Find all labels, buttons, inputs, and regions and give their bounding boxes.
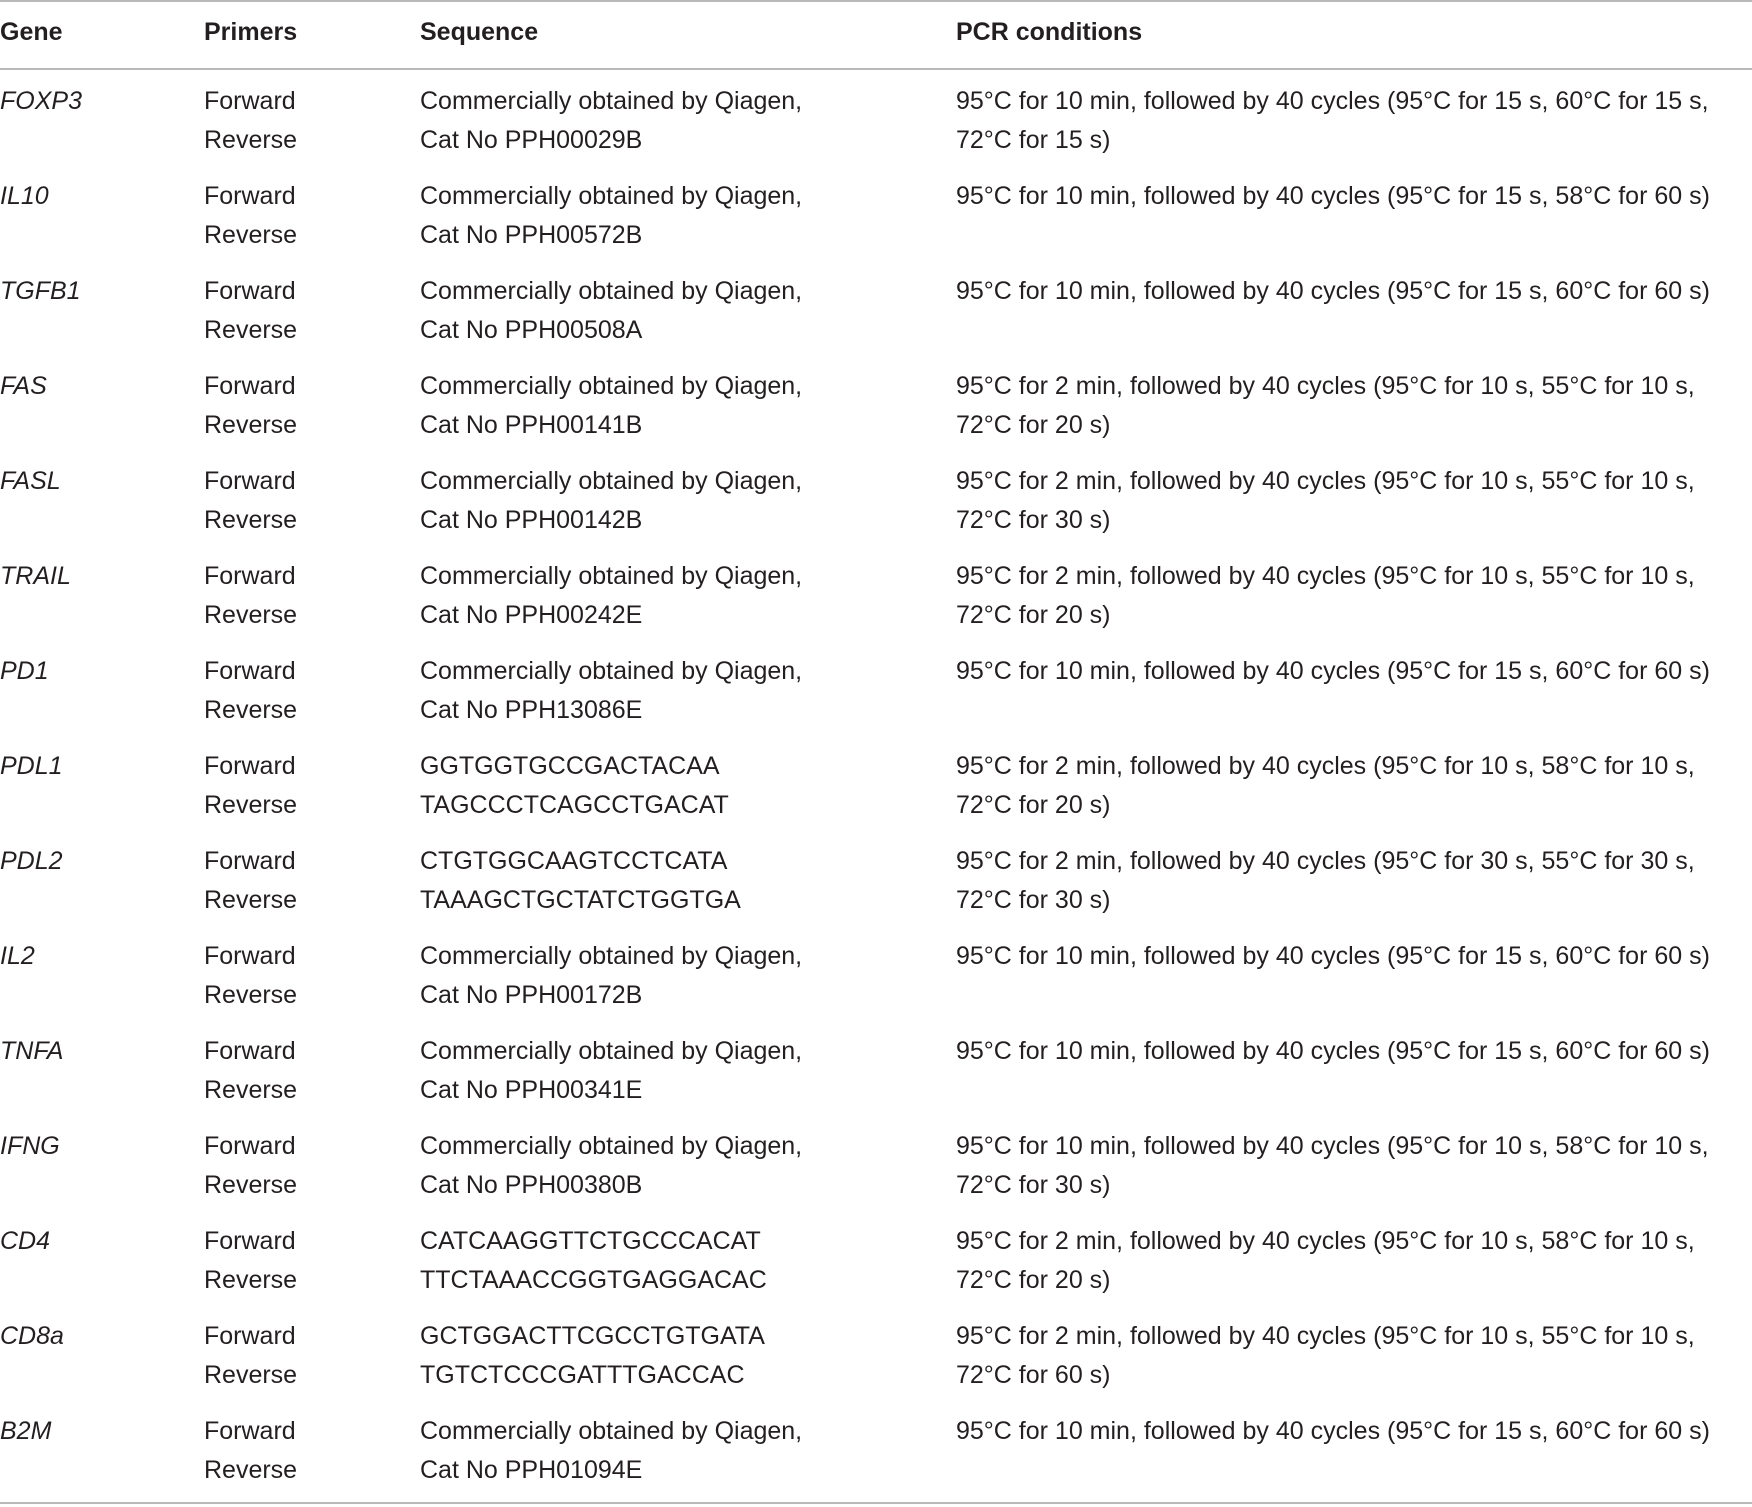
sequence-cell-line: Commercially obtained by Qiagen, — [420, 277, 803, 305]
primers-cell-line: Forward — [204, 1037, 296, 1065]
header-primers: Primers — [204, 18, 298, 46]
pcr-conditions-cell — [956, 272, 1710, 311]
sequence-cell-line: Commercially obtained by Qiagen, — [420, 942, 803, 970]
primers-cell-line: Reverse — [204, 506, 298, 534]
gene-cell: IFNG — [0, 1132, 60, 1160]
primers-cell — [204, 82, 297, 160]
primers-cell-line: Forward — [204, 562, 296, 590]
pcr-conditions-cell — [956, 82, 1709, 160]
sequence-cell-line: Cat No PPH00341E — [420, 1076, 643, 1104]
table-row — [0, 272, 1752, 367]
table-row — [0, 82, 1752, 177]
sequence-cell — [420, 937, 802, 1015]
sequence-cell-line: Commercially obtained by Qiagen, — [420, 1132, 803, 1160]
pcr-conditions-cell — [956, 747, 1695, 825]
pcr-conditions-cell — [956, 177, 1710, 216]
header-sequence: Sequence — [420, 18, 539, 46]
sequence-cell-line: TAGCCCTCAGCCTGACAT — [420, 791, 729, 819]
table-row — [0, 1032, 1752, 1127]
gene-cell: FAS — [0, 372, 47, 400]
sequence-cell-line: CATCAAGGTTCTGCCCACAT — [420, 1227, 761, 1255]
pcr-conditions-cell-line: 72°C for 15 s) — [956, 126, 1111, 154]
sequence-cell-line: Commercially obtained by Qiagen, — [420, 87, 803, 115]
primers-cell-line: Reverse — [204, 696, 298, 724]
table-header-row — [0, 0, 1752, 68]
pcr-conditions-cell-line: 72°C for 20 s) — [956, 411, 1111, 439]
primers-cell — [204, 177, 297, 255]
sequence-cell-line: Cat No PPH00141B — [420, 411, 643, 439]
table-row — [0, 652, 1752, 747]
primers-cell — [204, 747, 297, 825]
sequence-cell-line: Commercially obtained by Qiagen, — [420, 372, 803, 400]
sequence-cell-line: TTCTAAACCGGTGAGGACAC — [420, 1266, 767, 1294]
primers-cell-line: Forward — [204, 372, 296, 400]
pcr-conditions-cell — [956, 367, 1695, 445]
primers-cell — [204, 842, 297, 920]
sequence-cell — [420, 842, 741, 920]
pcr-conditions-cell — [956, 652, 1710, 691]
primers-cell — [204, 462, 297, 540]
sequence-cell — [420, 462, 802, 540]
table-row — [0, 1222, 1752, 1317]
pcr-conditions-cell-line: 95°C for 10 min, followed by 40 cycles (95°C for 15 s, 60°C for 60 s) — [956, 1037, 1710, 1065]
primers-cell-line: Forward — [204, 1227, 296, 1255]
table-header-rule — [0, 68, 1752, 70]
pcr-conditions-cell-line: 95°C for 10 min, followed by 40 cycles (95°C for 15 s, 58°C for 60 s) — [956, 182, 1710, 210]
primers-cell-line: Reverse — [204, 1361, 298, 1389]
pcr-conditions-cell — [956, 1317, 1695, 1395]
pcr-conditions-cell-line: 72°C for 30 s) — [956, 1171, 1111, 1199]
primers-cell-line: Forward — [204, 87, 296, 115]
gene-cell: B2M — [0, 1417, 52, 1445]
primers-cell-line: Reverse — [204, 316, 298, 344]
pcr-conditions-cell — [956, 937, 1710, 976]
sequence-cell — [420, 557, 802, 635]
pcr-conditions-cell — [956, 1127, 1709, 1205]
table-row — [0, 747, 1752, 842]
table-row — [0, 937, 1752, 1032]
pcr-conditions-cell-line: 72°C for 30 s) — [956, 886, 1111, 914]
sequence-cell-line: CTGTGGCAAGTCCTCATA — [420, 847, 728, 875]
sequence-cell-line: GCTGGACTTCGCCTGTGATA — [420, 1322, 765, 1350]
primers-cell-line: Forward — [204, 942, 296, 970]
pcr-conditions-cell — [956, 842, 1695, 920]
sequence-cell-line: Cat No PPH00508A — [420, 316, 643, 344]
pcr-conditions-cell-line: 72°C for 20 s) — [956, 791, 1111, 819]
sequence-cell — [420, 1222, 767, 1300]
primers-cell-line: Reverse — [204, 126, 298, 154]
table-row — [0, 462, 1752, 557]
primers-cell-line: Forward — [204, 847, 296, 875]
table-row — [0, 177, 1752, 272]
primers-cell — [204, 367, 297, 445]
gene-cell: IL2 — [0, 942, 35, 970]
pcr-conditions-cell-line: 95°C for 2 min, followed by 40 cycles (95°C for 10 s, 58°C for 10 s, — [956, 1227, 1695, 1255]
sequence-cell-line: Cat No PPH01094E — [420, 1456, 643, 1484]
primers-cell-line: Forward — [204, 277, 296, 305]
sequence-cell-line: GGTGGTGCCGACTACAA — [420, 752, 720, 780]
sequence-cell — [420, 1127, 802, 1205]
pcr-conditions-cell-line: 95°C for 10 min, followed by 40 cycles (95°C for 10 s, 58°C for 10 s, — [956, 1132, 1709, 1160]
sequence-cell-line: Commercially obtained by Qiagen, — [420, 467, 803, 495]
sequence-cell — [420, 747, 729, 825]
pcr-conditions-cell-line: 72°C for 30 s) — [956, 506, 1111, 534]
sequence-cell-line: TAAAGCTGCTATCTGGTGA — [420, 886, 741, 914]
primers-cell-line: Reverse — [204, 1456, 298, 1484]
sequence-cell — [420, 1317, 765, 1395]
gene-cell: FASL — [0, 467, 61, 495]
primers-cell-line: Reverse — [204, 1076, 298, 1104]
primers-cell-line: Reverse — [204, 411, 298, 439]
table-row — [0, 367, 1752, 462]
gene-cell: PDL2 — [0, 847, 63, 875]
primers-cell-line: Forward — [204, 1322, 296, 1350]
gene-cell: FOXP3 — [0, 87, 82, 115]
primers-cell-line: Forward — [204, 467, 296, 495]
pcr-conditions-cell-line: 95°C for 2 min, followed by 40 cycles (95°C for 10 s, 55°C for 10 s, — [956, 1322, 1695, 1350]
gene-cell: TGFB1 — [0, 277, 81, 305]
pcr-conditions-cell-line: 95°C for 2 min, followed by 40 cycles (95°C for 10 s, 55°C for 10 s, — [956, 562, 1695, 590]
sequence-cell-line: Cat No PPH00142B — [420, 506, 643, 534]
sequence-cell-line: Commercially obtained by Qiagen, — [420, 182, 803, 210]
sequence-cell-line: Cat No PPH00172B — [420, 981, 643, 1009]
pcr-conditions-cell — [956, 1032, 1710, 1071]
gene-cell: TRAIL — [0, 562, 71, 590]
pcr-conditions-cell-line: 95°C for 10 min, followed by 40 cycles (95°C for 15 s, 60°C for 60 s) — [956, 657, 1710, 685]
pcr-conditions-cell-line: 95°C for 10 min, followed by 40 cycles (95°C for 15 s, 60°C for 15 s, — [956, 87, 1709, 115]
primers-cell-line: Reverse — [204, 981, 298, 1009]
primers-cell — [204, 1412, 297, 1490]
pcr-conditions-cell-line: 72°C for 60 s) — [956, 1361, 1111, 1389]
gene-cell: TNFA — [0, 1037, 64, 1065]
sequence-cell-line: Commercially obtained by Qiagen, — [420, 657, 803, 685]
sequence-cell — [420, 367, 802, 445]
primers-cell — [204, 1032, 297, 1110]
table-row — [0, 842, 1752, 937]
sequence-cell — [420, 652, 802, 730]
primers-cell-line: Reverse — [204, 1266, 298, 1294]
sequence-cell-line: Cat No PPH00029B — [420, 126, 643, 154]
header-gene: Gene — [0, 18, 63, 46]
sequence-cell — [420, 272, 802, 350]
sequence-cell-line: Cat No PPH00380B — [420, 1171, 643, 1199]
pcr-conditions-cell — [956, 1412, 1710, 1451]
table-row — [0, 1317, 1752, 1412]
sequence-cell — [420, 82, 802, 160]
gene-cell: PDL1 — [0, 752, 63, 780]
pcr-conditions-cell-line: 95°C for 2 min, followed by 40 cycles (95°C for 10 s, 58°C for 10 s, — [956, 752, 1695, 780]
sequence-cell-line: Cat No PPH00572B — [420, 221, 643, 249]
pcr-conditions-cell-line: 72°C for 20 s) — [956, 601, 1111, 629]
table-bottom-rule — [0, 1502, 1752, 1504]
primers-cell-line: Reverse — [204, 1171, 298, 1199]
primers-cell — [204, 1317, 297, 1395]
sequence-cell-line: Cat No PPH13086E — [420, 696, 643, 724]
table-row — [0, 1127, 1752, 1222]
primers-cell-line: Reverse — [204, 886, 298, 914]
primers-cell — [204, 937, 297, 1015]
primers-cell — [204, 557, 297, 635]
pcr-conditions-cell-line: 95°C for 2 min, followed by 40 cycles (95°C for 10 s, 55°C for 10 s, — [956, 467, 1695, 495]
sequence-cell-line: Commercially obtained by Qiagen, — [420, 1417, 803, 1445]
primers-cell — [204, 1127, 297, 1205]
sequence-cell-line: Cat No PPH00242E — [420, 601, 643, 629]
pcr-conditions-cell-line: 95°C for 2 min, followed by 40 cycles (95°C for 10 s, 55°C for 10 s, — [956, 372, 1695, 400]
pcr-conditions-cell — [956, 1222, 1695, 1300]
sequence-cell — [420, 177, 802, 255]
sequence-cell — [420, 1032, 802, 1110]
primers-cell-line: Forward — [204, 1417, 296, 1445]
pcr-conditions-cell-line: 95°C for 10 min, followed by 40 cycles (95°C for 15 s, 60°C for 60 s) — [956, 277, 1710, 305]
primers-cell-line: Forward — [204, 752, 296, 780]
sequence-cell-line: Commercially obtained by Qiagen, — [420, 1037, 803, 1065]
primers-cell-line: Reverse — [204, 601, 298, 629]
table-row — [0, 1412, 1752, 1507]
primers-cell-line: Forward — [204, 1132, 296, 1160]
sequence-cell — [420, 1412, 802, 1490]
pcr-conditions-cell-line: 95°C for 10 min, followed by 40 cycles (95°C for 15 s, 60°C for 60 s) — [956, 1417, 1710, 1445]
sequence-cell-line: Commercially obtained by Qiagen, — [420, 562, 803, 590]
primers-cell — [204, 652, 297, 730]
primers-cell-line: Reverse — [204, 791, 298, 819]
gene-cell: IL10 — [0, 182, 49, 210]
gene-cell: CD8a — [0, 1322, 64, 1350]
primers-cell — [204, 1222, 297, 1300]
primers-cell-line: Forward — [204, 657, 296, 685]
pcr-conditions-cell — [956, 557, 1695, 635]
gene-cell: PD1 — [0, 657, 49, 685]
gene-cell: CD4 — [0, 1227, 51, 1255]
pcr-conditions-cell — [956, 462, 1695, 540]
primers-cell — [204, 272, 297, 350]
pcr-conditions-cell-line: 95°C for 2 min, followed by 40 cycles (95°C for 30 s, 55°C for 30 s, — [956, 847, 1695, 875]
primers-cell-line: Forward — [204, 182, 296, 210]
header-pcr-conditions: PCR conditions — [956, 18, 1143, 46]
table-row — [0, 557, 1752, 652]
sequence-cell-line: TGTCTCCCGATTTGACCAC — [420, 1361, 745, 1389]
pcr-conditions-cell-line: 72°C for 20 s) — [956, 1266, 1111, 1294]
pcr-conditions-cell-line: 95°C for 10 min, followed by 40 cycles (95°C for 15 s, 60°C for 60 s) — [956, 942, 1710, 970]
primers-cell-line: Reverse — [204, 221, 298, 249]
table-body — [0, 82, 1752, 1507]
